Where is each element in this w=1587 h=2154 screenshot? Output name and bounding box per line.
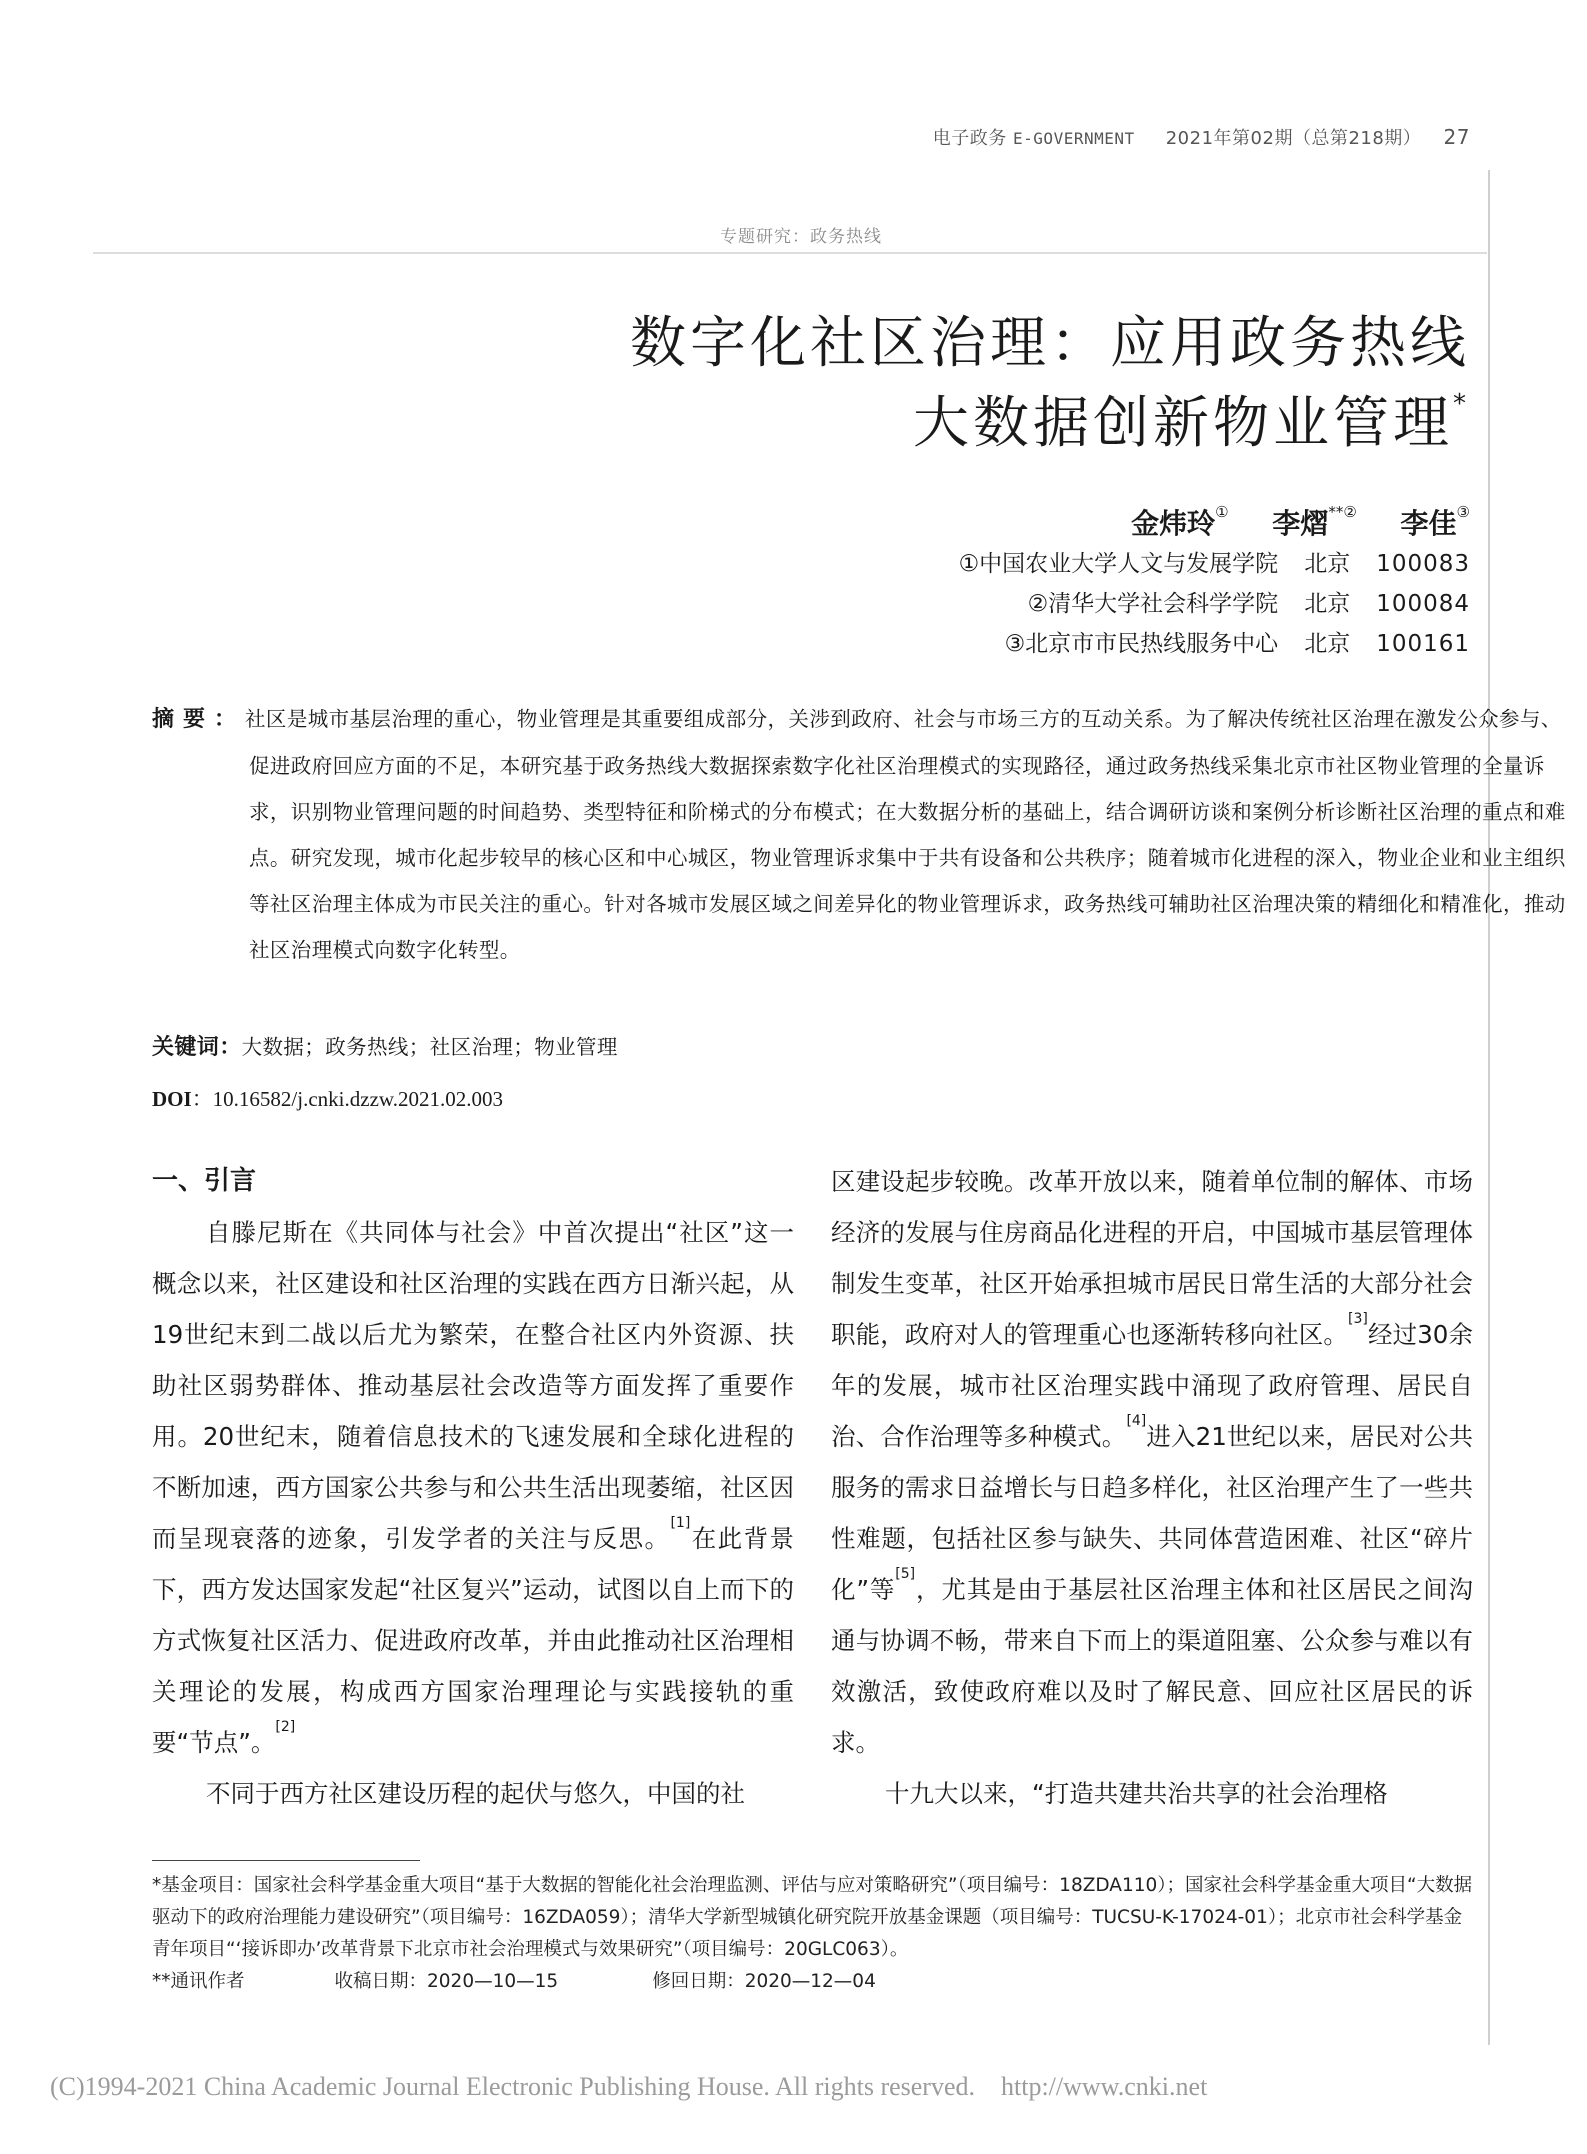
author-list bbox=[1097, 502, 1470, 542]
footnote-dates bbox=[152, 1966, 1474, 1998]
issue-info: 2021年第02期（总第218期） bbox=[1165, 128, 1422, 149]
abstract-text: 社区是城市基层治理的重心，物业管理是其重要组成部分，关涉到政府、社会与市场三方的互动关系。为了解决传统社区治理在激发公众参与、促进政府回应方面的不足，本研究基于政务热线大数据探索数字化社区治理模式的实现路径，通过政务热线采集北京市社区物业管理的全量诉求，识别物业管理问题的时间趋势、类型特征和阶梯式的分布模式；在大数据分析的基础上，结合调研访谈和案例分析诊断社区治理的重点和难点。研究发现，城市化起步较早的核心区和中心城区，物业管理诉求集中于共有设备和公共秩序；随着城市化进程的深入，物业企业和业主组织等社区治理主体成为市民关注的重心。针对各城市发展区域之间差异化的物业管理诉求，政务热线可辅助社区治理决策的精细化和精准化，推动社区治理模式向数字化转型。 bbox=[245, 707, 1566, 962]
received-date: 收稿日期：2020—10—15 bbox=[334, 1971, 559, 1992]
keywords-label: 关键词： bbox=[152, 1035, 242, 1060]
body-column-left bbox=[152, 1156, 794, 1819]
affiliation-org: ②清华大学社会科学学院 bbox=[1027, 591, 1279, 617]
affiliation-city: 北京 bbox=[1304, 631, 1351, 657]
body-text: 自滕尼斯在《共同体与社会》中首次提出“社区”这一概念以来，社区建设和社区治理的实践在西方日渐兴起，从19世纪末到二战以后尤为繁荣，在整合社区内外资源、扶助社区弱势群体、推动基层社会改造等方面发挥了重要作用。20世纪末，随着信息技术的飞速发展和全球化进程的不断加速，西方国家公共参与和公共生活出现萎缩，社区因而呈现衰落的迹象，引发学者的关注与反思。 bbox=[152, 1218, 794, 1553]
keywords-text: 大数据；政务热线；社区治理；物业管理 bbox=[241, 1035, 618, 1059]
body-paragraph bbox=[152, 1207, 794, 1768]
footnote bbox=[152, 1870, 1474, 1998]
affiliation-list bbox=[959, 544, 1470, 664]
funding-note: *基金项目：国家社会科学基金重大项目“基于大数据的智能化社会治理监测、评估与应对策略研究”（项目编号：18ZDA110）；国家社会科学基金重大项目“大数据驱动下的政府治理能力建设研究”（项目编号：16ZDA059）；清华大学新型城镇化研究院开放基金课题（项目编号：TUCSU-K-17024-01）；北京市社会科学基金青年项目“‘接诉即办’改革背景下北京市社会治理模式与效果研究”（项目编号：20GLC063）。 bbox=[152, 1875, 1473, 1960]
author bbox=[1131, 503, 1229, 540]
author-name: 李佳 bbox=[1400, 507, 1457, 540]
copyright-watermark bbox=[50, 2072, 1207, 2102]
corresponding-author-note: **通讯作者 bbox=[152, 1971, 245, 1992]
doi bbox=[152, 1083, 503, 1113]
affiliation-org: ③北京市市民热线服务中心 bbox=[1004, 631, 1279, 657]
revised-date: 修回日期：2020—12—04 bbox=[652, 1971, 876, 1992]
doi-value: ：10.16582/j.cnki.dzzw.2021.02.003 bbox=[191, 1087, 503, 1111]
affiliation-city: 北京 bbox=[1304, 591, 1351, 617]
author-name: 金炜玲 bbox=[1131, 507, 1216, 540]
doi-label: DOI bbox=[152, 1087, 192, 1111]
affiliation-org: ①中国农业大学人文与发展学院 bbox=[958, 551, 1279, 577]
affiliation bbox=[959, 584, 1470, 624]
body-paragraph: 十九大以来，“打造共建共治共享的社会治理格 bbox=[885, 1779, 1388, 1808]
affiliation bbox=[959, 544, 1470, 584]
author bbox=[1400, 503, 1470, 540]
citation-ref[interactable]: [3] bbox=[1348, 1311, 1368, 1327]
copyright-text: (C)1994-2021 China Academic Journal Electronic Publishing House. All rights reserved. bbox=[50, 2072, 975, 2101]
header-rule bbox=[93, 252, 1487, 254]
body-paragraph: 不同于西方社区建设历程的起伏与悠久，中国的社 bbox=[206, 1779, 745, 1808]
journal-name-en: E-GOVERNMENT bbox=[1013, 129, 1135, 148]
footnote-rule bbox=[152, 1860, 420, 1861]
vertical-rule bbox=[1488, 170, 1490, 2045]
abstract bbox=[152, 696, 1571, 973]
title-footnote-mark: * bbox=[1453, 389, 1470, 419]
page-number: 27 bbox=[1443, 125, 1470, 149]
author bbox=[1272, 503, 1357, 540]
section-tag: 专题研究：政务热线 bbox=[720, 227, 882, 247]
author-name: 李熠 bbox=[1272, 507, 1329, 540]
running-head bbox=[933, 124, 1470, 150]
body-paragraph bbox=[831, 1156, 1473, 1768]
body-text: 经过30余年的发展，城市社区治理实践中涌现了政府管理、居民自治、合作治理等多种模式。 bbox=[831, 1320, 1473, 1451]
citation-ref[interactable]: [4] bbox=[1126, 1413, 1147, 1429]
cnki-link[interactable]: http://www.cnki.net bbox=[1001, 2072, 1208, 2101]
body-text: ，尤其是由于基层社区治理主体和社区居民之间沟通与协调不畅，带来自下而上的渠道阻塞、公众参与难以有效激活，致使政府难以及时了解民意、回应社区居民的诉求。 bbox=[831, 1575, 1474, 1757]
body-text: 进入21世纪以来，居民对公共服务的需求日益增长与日趋多样化，社区治理产生了一些共性难题，包括社区参与缺失、共同体营造困难、社区“碎片化”等 bbox=[831, 1422, 1473, 1604]
title-line-2: 大数据创新物业管理 bbox=[913, 391, 1453, 456]
title-line-1: 数字化社区治理：应用政务热线 bbox=[630, 311, 1470, 376]
affiliation bbox=[959, 624, 1470, 664]
body-text: 区建设起步较晚。改革开放以来，随着单位制的解体、市场经济的发展与住房商品化进程的开启，中国城市基层管理体制发生变革，社区开始承担城市居民日常生活的大部分社会职能，政府对人的管理重心也逐渐转移向社区。 bbox=[831, 1167, 1473, 1349]
citation-ref[interactable]: [2] bbox=[275, 1719, 296, 1735]
affiliation-city: 北京 bbox=[1304, 551, 1351, 577]
affiliation-zip: 100161 bbox=[1376, 631, 1470, 657]
article-title bbox=[630, 304, 1470, 464]
body-column-right bbox=[831, 1156, 1473, 1819]
keywords bbox=[152, 1030, 618, 1061]
abstract-label: 摘要： bbox=[152, 707, 246, 732]
citation-ref[interactable]: [5] bbox=[895, 1566, 916, 1582]
affiliation-zip: 100083 bbox=[1376, 551, 1470, 577]
affiliation-zip: 100084 bbox=[1376, 591, 1470, 617]
journal-name-cn: 电子政务 bbox=[932, 128, 1007, 149]
body-text: 在此背景下，西方发达国家发起“社区复兴”运动，试图以自上而下的方式恢复社区活力、促进政府改革，并由此推动社区治理相关理论的发展，构成西方国家治理理论与实践接轨的重要“节点”。 bbox=[152, 1524, 795, 1757]
citation-ref[interactable]: [1] bbox=[670, 1515, 691, 1531]
author-mark: **② bbox=[1328, 503, 1357, 521]
section-heading: 一、引言 bbox=[152, 1166, 257, 1196]
author-mark: ① bbox=[1215, 503, 1229, 521]
author-mark: ③ bbox=[1456, 503, 1470, 521]
